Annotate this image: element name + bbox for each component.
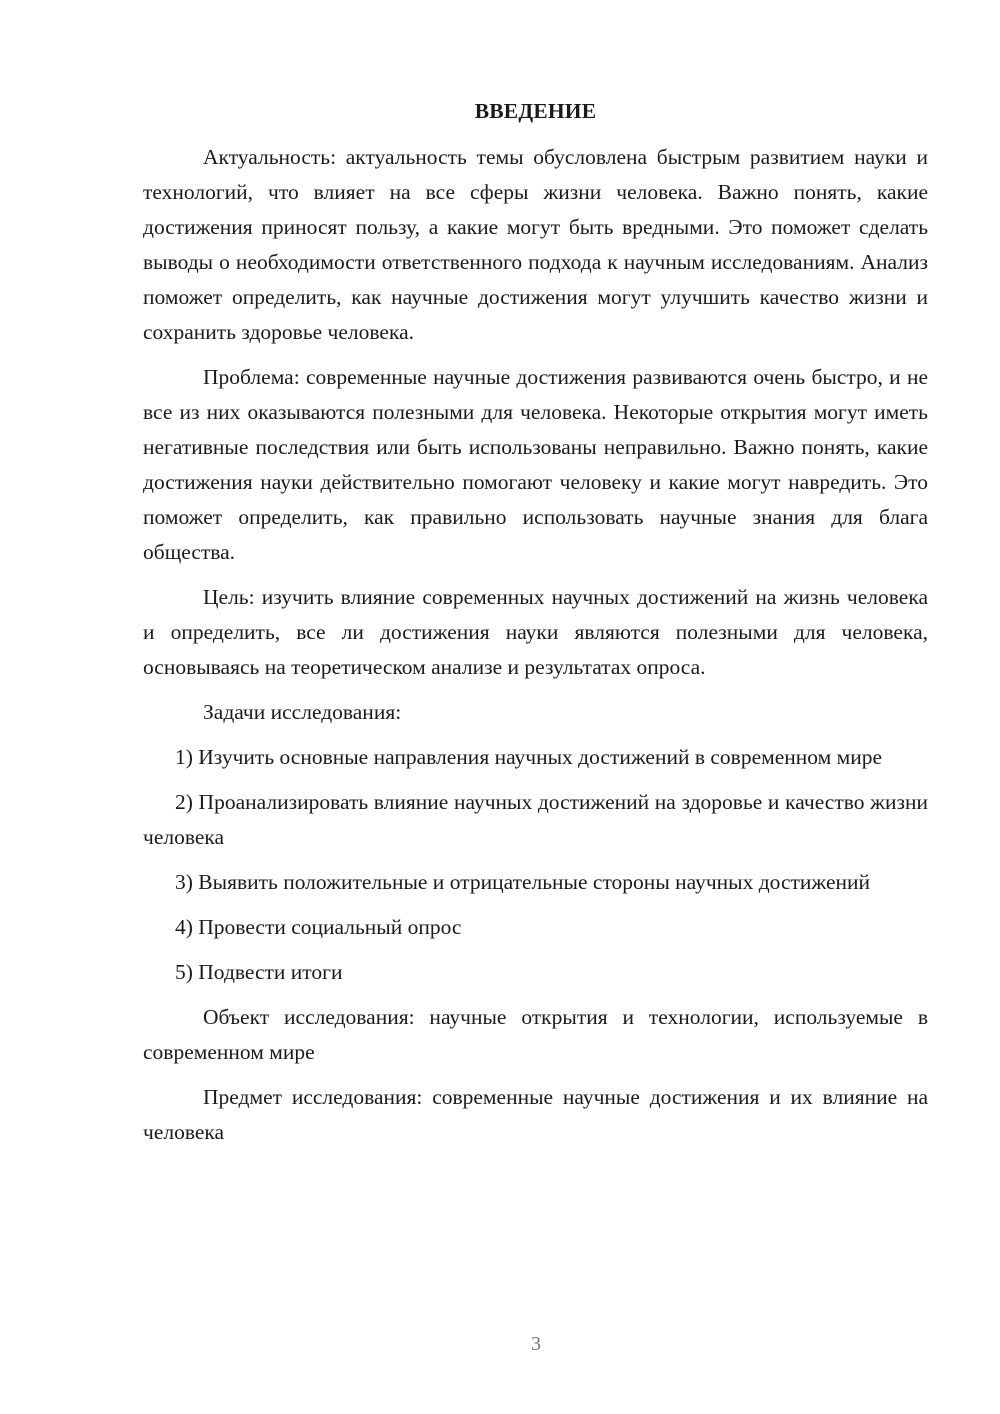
task-item-4: 4) Провести социальный опрос [175, 915, 462, 939]
object-paragraph: Объект исследования: научные открытия и технологии, используемые в современном мире [143, 1005, 928, 1064]
task-item-5: 5) Подвести итоги [175, 960, 343, 984]
relevance-paragraph: Актуальность: актуальность темы обусловлена быстрым развитием науки и технологий, что влияет на все сферы жизни человека. Важно понять, какие достижения приносят пользу, а какие могут быть вредными. Это поможет сделать выводы о необходимости ответственного подхода к научным исследованиям. Анализ поможет определить, как научные достижения могут улучшить качество жизни и сохранить здоровье человека. [143, 145, 928, 344]
page-content [143, 96, 928, 1160]
task-item-2: 2) Проанализировать влияние научных достижений на здоровье и качество жизни человека [143, 790, 928, 849]
problem-paragraph: Проблема: современные научные достижения развиваются очень быстро, и не все из них оказываются полезными для человека. Некоторые открытия могут иметь негативные последствия или быть использованы неправильно. Важно понять, какие достижения науки действительно помогают человеку и какие могут навредить. Это поможет определить, как правильно использовать научные знания для блага общества. [143, 365, 928, 564]
section-heading: ВВЕДЕНИЕ [474, 99, 597, 123]
goal-paragraph: Цель: изучить влияние современных научных достижений на жизнь человека и определить, все ли достижения науки являются полезными для человека, основываясь на теоретическом анализе и результатах опроса. [143, 585, 928, 679]
subject-paragraph: Предмет исследования: современные научные достижения и их влияние на человека [143, 1085, 928, 1144]
task-item-1: 1) Изучить основные направления научных достижений в современном мире [175, 745, 883, 769]
task-item-3: 3) Выявить положительные и отрицательные стороны научных достижений [175, 870, 871, 894]
tasks-heading: Задачи исследования: [203, 700, 402, 724]
page-number: 3 [531, 1333, 541, 1355]
